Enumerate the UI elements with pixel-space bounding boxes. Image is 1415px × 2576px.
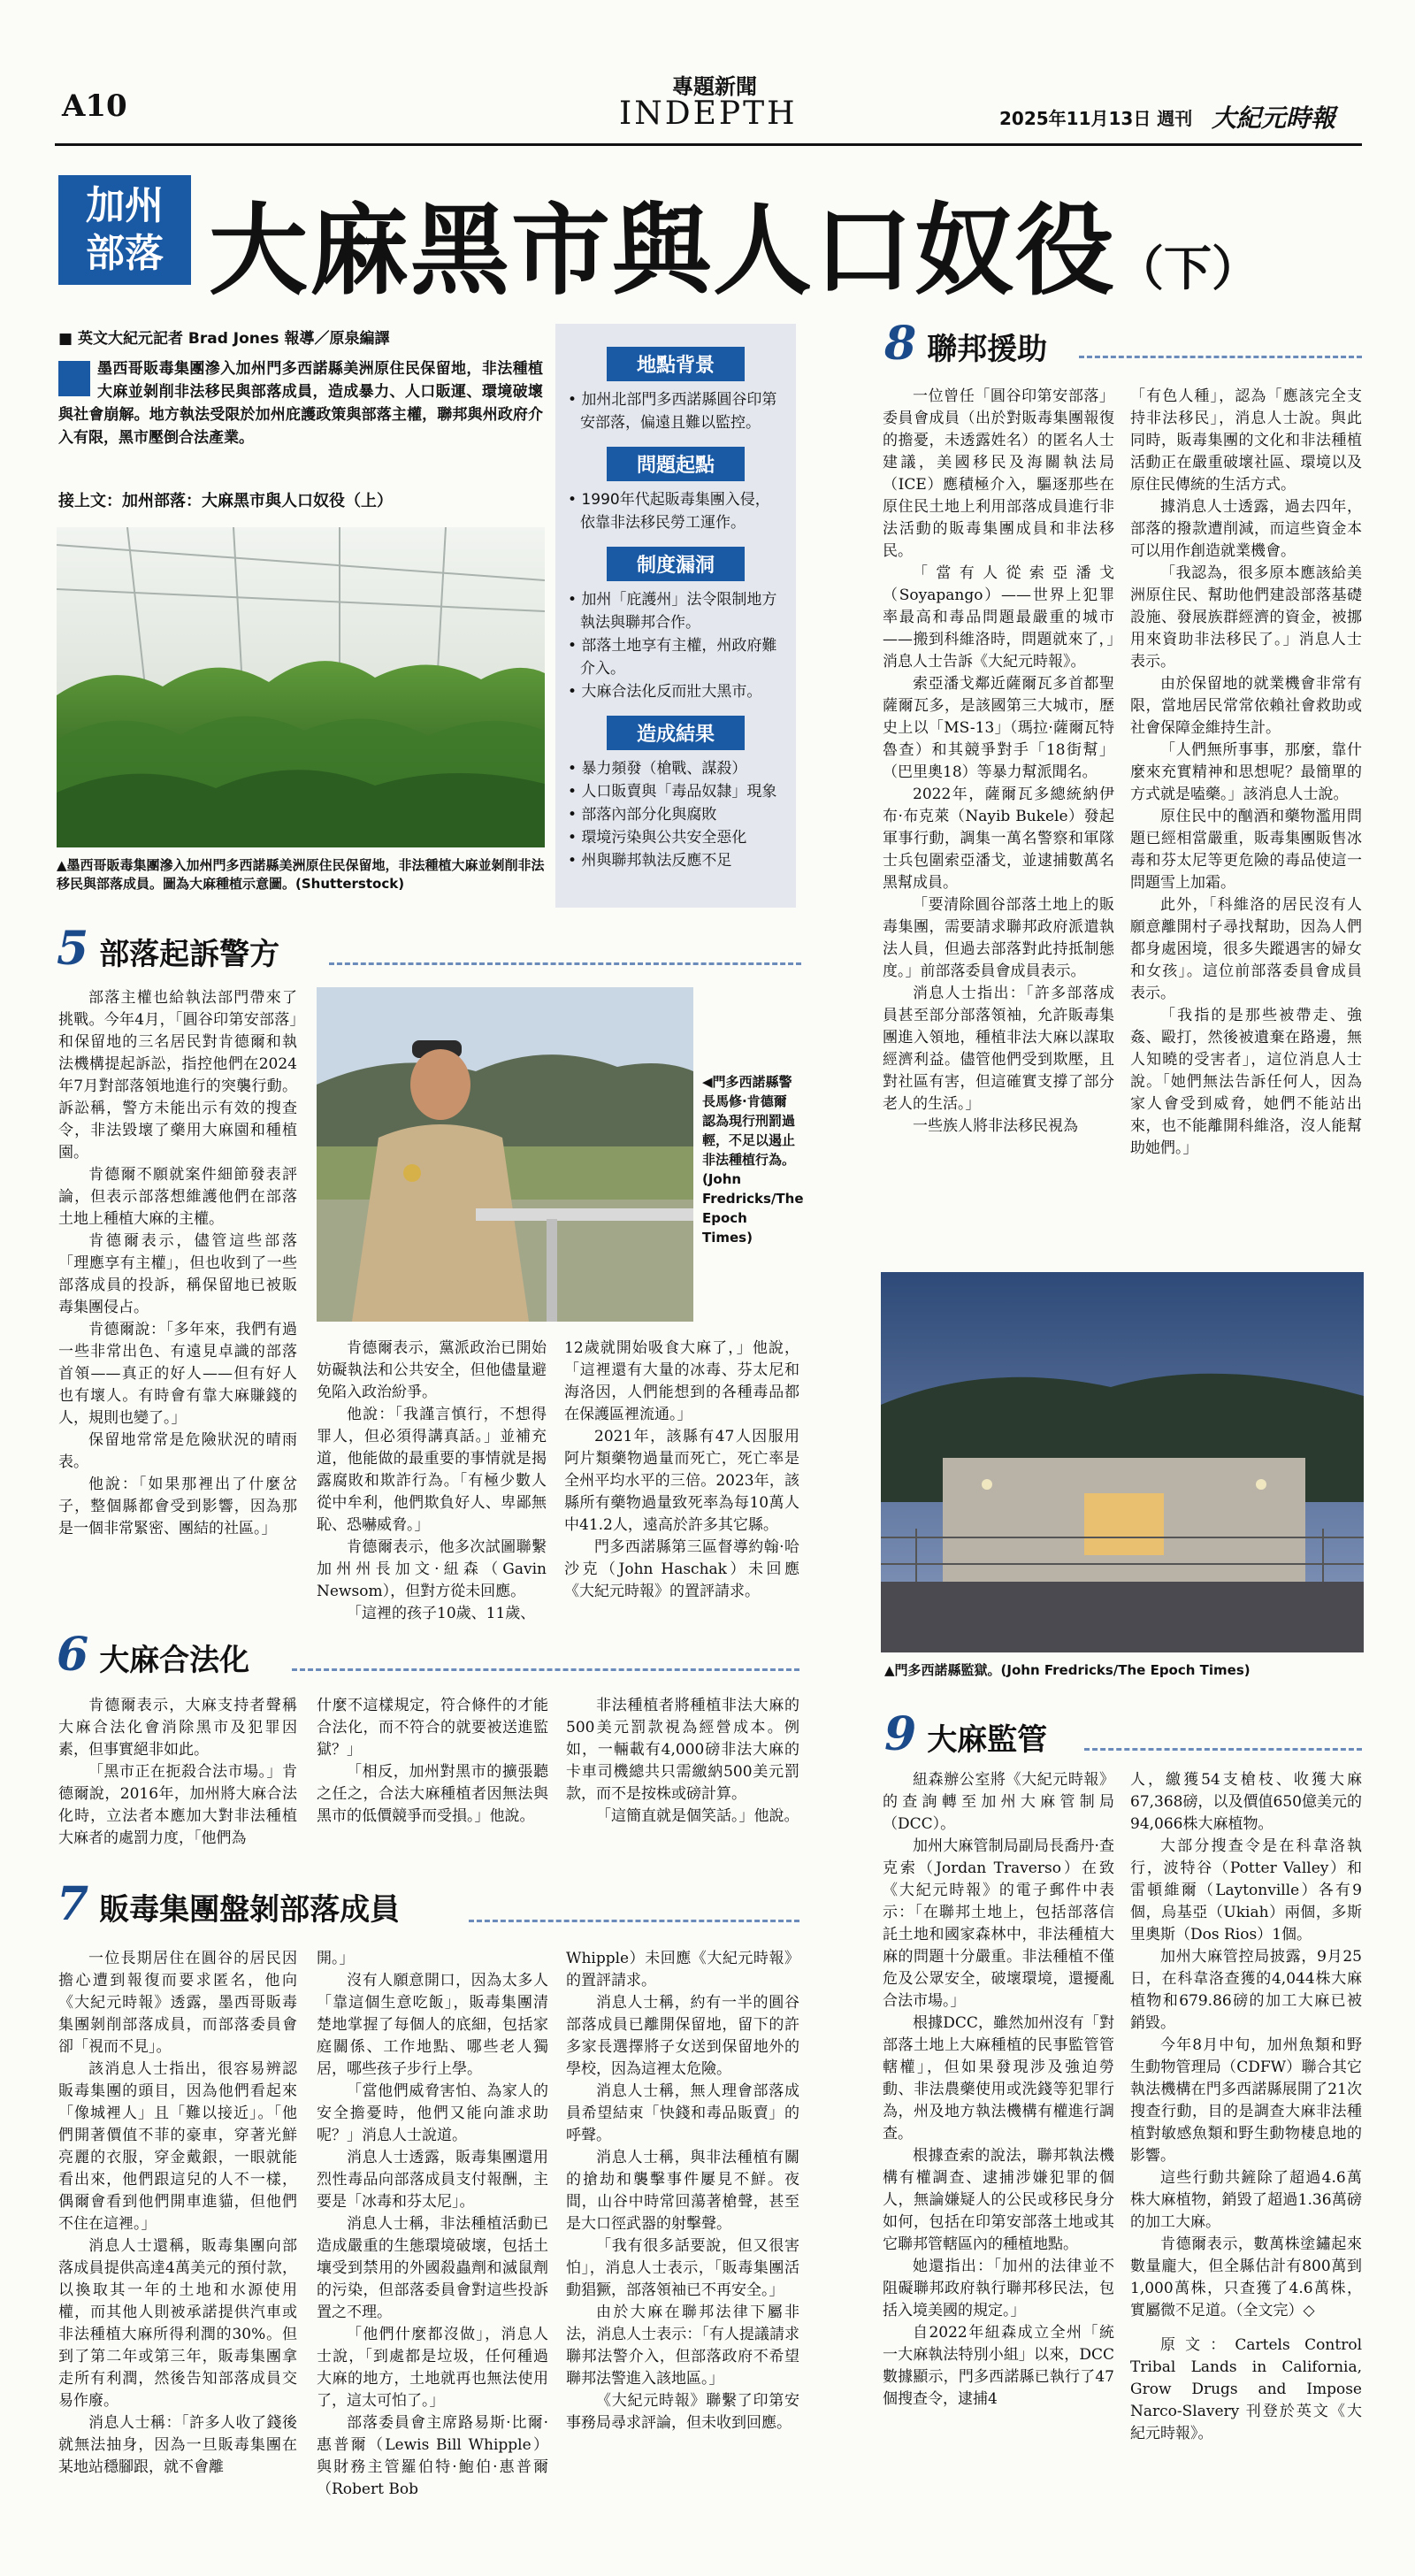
region-badge-line2: 部落	[86, 231, 164, 276]
sidebar-item: • 環境污染與公共安全惡化	[568, 829, 747, 847]
section-9-divider	[1084, 1748, 1362, 1751]
paragraph: 2021年，該縣有47人因服用阿片類藥物過量而死亡，死亡率是全州平均水平的三倍。2023年，該縣所有藥物過量致死率為每10萬人中41.2人，遠高於許多其它縣。	[564, 1428, 799, 1534]
section-8-heading	[884, 317, 1047, 371]
section-5-number: 5	[57, 922, 89, 976]
section-8-number: 8	[884, 317, 917, 371]
jail-photo-caption: ▲門多西諾縣監獄。(John Fredricks/The Epoch Times)	[884, 1662, 1251, 1678]
paragraph: 索亞潘戈鄰近薩爾瓦多首都聖薩爾瓦多，是該國第三大城市，歷史上以「MS-13」（瑪拉·薩爾瓦特魯查）和其競爭對手「18街幫」（巴里奧18）等暴力幫派聞名。	[883, 675, 1114, 781]
paragraph: 一位曾任「圓谷印第安部落」委員會成員（出於對販毒集團報復的擔憂，未透露姓名）的匿名人士建議，美國移民及海關執法局（ICE）應積極介入，驅逐那些在原住民土地上利用部落成員進行非法活動的販毒集團成員和非法移民。	[883, 387, 1114, 560]
sidebar-item: • 人口販賣與「毒品奴隸」現象	[568, 783, 777, 801]
section-5-column-2	[317, 1338, 547, 1625]
sidebar-heading-location: 地點背景	[607, 347, 745, 381]
paragraph: 部落主權也給執法部門帶來了挑戰。今年4月，「圓谷印第安部落」和保留地的三名居民對肯德爾和執法機構提起訴訟，指控他們在2024年7月對部落領地進行的突襲行動。訴訟稱，警方未能出示有效的搜查令，非法毀壞了藥用大麻園和種植園。	[58, 989, 297, 1162]
section-7-title: 販毒集團盤剝部落成員	[99, 1892, 401, 1928]
paragraph: 消息人士透露，販毒集團還用烈性毒品向部落成員支付報酬，主要是「冰毒和芬太尼」。	[317, 2149, 548, 2211]
paragraph: 該消息人士指出，很容易辨認販毒集團的頭目，因為他們看起來「像城裡人」且「難以接近」。「他們開著價值不菲的豪車，穿著光鮮亮麗的衣服，穿金戴銀，一眼就能看出來，他們跟這兒的人不一樣，偶爾會看到他們開車進貓，但他們不住在這裡。」	[58, 2060, 297, 2233]
sidebar-item: • 1990年代起販毒集團入侵，依靠非法移民勞工運作。	[568, 491, 770, 532]
section-5-title: 部落起訴警方	[99, 937, 280, 972]
paragraph: 肯德爾表示，儘管這些部落「理應享有主權」，但也收到了一些部落成員的投訴，稱保留地已被販毒集團侵占。	[58, 1232, 297, 1316]
paragraph: 她還指出：「加州的法律並不阻礙聯邦政府執行聯邦移民法，包括入境美國的規定。」	[883, 2258, 1114, 2319]
paragraph: 消息人士稱，與非法種植有關的搶劫和襲擊事件屢見不鮮。夜間，山谷中時常回蕩著槍聲，甚至是大口徑武器的射擊聲。	[566, 2149, 799, 2233]
paragraph: 紐森辦公室將《大紀元時報》的查詢轉至加州大麻管制局（DCC）。	[883, 1771, 1114, 1833]
paragraph: 消息人士稱，無人理會部落成員希望結束「快錢和毒品販賣」的呼聲。	[566, 2082, 799, 2144]
greenhouse-photo-caption: ▲墨西哥販毒集團滲入加州門多西諾縣美洲原住民保留地，非法種植大麻並剝削非法移民與部落成員。圖為大麻種植示意圖。(Shutterstock)	[57, 857, 545, 892]
paragraph: 「有色人種」，認為「應該完全支持非法移民」，消息人士說。與此同時，販毒集團的文化和非法種植活動正在嚴重破壞社區、環境以及原住民傳統的生活方式。	[1130, 387, 1362, 494]
column-label-en: INDEPTH	[619, 96, 798, 132]
county-jail-photo	[881, 1272, 1364, 1652]
paragraph: 根據DCC，雖然加州沒有「對部落土地上大麻種植的民事監管管轄權」，但如果發現涉及強迫勞動、非法農藥使用或洗錢等犯罪行為，州及地方執法機構有權進行調查。	[883, 2014, 1114, 2143]
paragraph: 「相反，加州對黑市的擴張聽之任之，合法大麻種植者因無法與黑市的低價競爭而受損。」他說。	[317, 1763, 548, 1825]
paragraph: 由於大麻在聯邦法律下屬非法，消息人士表示：「有人提議請求聯邦法警介入，但部落政府不希望聯邦法警進入該地區。」	[566, 2304, 799, 2388]
section-5-column-3	[564, 1338, 799, 1603]
section-7-divider	[469, 1920, 799, 1922]
paragraph: 門多西諾縣第三區督導約翰·哈沙克（John Haschak）未回應《大紀元時報》的置評請求。	[564, 1538, 799, 1600]
column-label-cn: 專題新聞	[672, 74, 757, 99]
paragraph: 消息人士稱，約有一半的圓谷部落成員已離開保留地，留下的許多家長選擇將子女送到保留地外的學校，因為這裡太危險。	[566, 1994, 799, 2078]
paragraph: 「要清除圓谷部落土地上的販毒集團，需要請求聯邦政府派遣執法人員，但過去部落對此持抵制態度。」前部落委員會成員表示。	[883, 896, 1114, 980]
section-6-number: 6	[57, 1628, 89, 1682]
paragraph: 「當有人從索亞潘戈（Soyapango）——世界上犯罪率最高和毒品問題最嚴重的城市——搬到科維洛時，問題就來了，」消息人士告訴《大紀元時報》。	[883, 564, 1114, 671]
paragraph: 什麼不這樣規定，符合條件的才能合法化，而不符合的就要被送進監獄？」	[317, 1697, 548, 1759]
paragraph: 保留地常常是危險狀況的晴雨表。	[58, 1431, 297, 1471]
greenhouse-cannabis-photo	[57, 527, 545, 847]
paragraph: 肯德爾表示，他多次試圖聯繫加州州長加文·紐森（Gavin Newsom），但對方從未回應。	[317, 1538, 547, 1600]
paragraph: 加州大麻管制局副局長喬丹·查克索（Jordan Traverso）在致《大紀元時報》的電子郵件中表示：「在聯邦土地上，包括部落信託土地和國家森林中，非法種植大麻的問題十分嚴重。非法種植不僅危及公眾安全，破壞環境，還擾亂合法市場。」	[883, 1837, 1114, 2010]
region-badge	[58, 175, 191, 285]
section-6-column-1	[58, 1695, 297, 1850]
section-7-number: 7	[57, 1877, 89, 1931]
headline-suffix: （下）	[1116, 240, 1259, 296]
paragraph: 「人們無所事事，那麼，靠什麼來充實精神和思想呢？最簡單的方式就是嗑藥。」該消息人士說。	[1130, 741, 1362, 803]
sheriff-photo-caption: ◀門多西諾縣警長馬修·肯德爾認為現行刑罰過輕，不足以遏止非法種植行為。(John Fredricks/The Epoch Times)	[702, 1074, 804, 1246]
lede-text: 墨西哥販毒集團滲入加州門多西諾縣美洲原住民保留地，非法種植大麻並剝削非法移民與部落成員，造成暴力、人口販運、環境破壞與社會崩解。地方執法受限於加州庇護政策與部落主權，聯邦與州政府介入有限，黑市壓倒合法產業。	[58, 360, 543, 447]
sidebar-item: • 加州「庇護州」法令限制地方執法與聯邦合作。	[568, 591, 777, 632]
paragraph: 一些族人將非法移民視為	[913, 1117, 1078, 1135]
section-7-column-3	[566, 1948, 799, 2434]
paragraph: 「當他們威脅害怕、為家人的安全擔憂時，他們又能向誰求助呢？」消息人士說道。	[317, 2082, 548, 2144]
paragraph: 根據查索的說法，聯邦執法機構有權調查、逮捕涉嫌犯罪的個人，無論嫌疑人的公民或移民身分如何，包括在印第安部落土地或其它聯邦管轄區內的種植地點。	[883, 2147, 1114, 2253]
issue-date: 2025年11月13日 週刊	[999, 108, 1193, 129]
section-6-heading	[57, 1628, 249, 1682]
lede-marker-icon	[58, 361, 90, 396]
section-6-column-3	[566, 1695, 799, 1828]
section-9-number: 9	[884, 1707, 917, 1761]
section-8-column-1	[883, 386, 1114, 1138]
paragraph: 開。」	[317, 1950, 355, 1967]
paragraph: 一位長期居住在圓谷的居民因擔心遭到報復而要求匿名，他向《大紀元時報》透露，墨西哥販毒集團剝削部落成員，而部落委員會卻「視而不見」。	[58, 1950, 297, 2056]
paragraph: 肯德爾表示，大麻支持者聲稱大麻合法化會消除黑市及犯罪因素，但事實絕非如此。	[58, 1697, 297, 1759]
region-badge-line1: 加州	[86, 183, 164, 228]
sidebar-item: • 大麻合法化反而壯大黑市。	[568, 683, 762, 701]
sidebar-item: • 部落內部分化與腐敗	[568, 806, 717, 824]
paragraph: 這些行動共鏟除了超過4.6萬株大麻植物，銷毀了超過1.36萬磅的加工大麻。	[1130, 2169, 1362, 2231]
paragraph: 此外，「科維洛的居民沒有人願意離開村子尋找幫助，因為人們都身處困境，很多失蹤遇害的婦女和女孩」。這位前部落委員會成員表示。	[1130, 896, 1362, 1002]
paragraph: 「他們什麼都沒做」，消息人士說，「到處都是垃圾，任何種過大麻的地方，土地就再也無法使用了，這太可怕了。」	[317, 2326, 548, 2410]
sidebar-item: • 部落土地享有主權，州政府難介入。	[568, 637, 777, 678]
headline	[209, 172, 1259, 314]
section-7-column-2	[317, 1948, 548, 2501]
paragraph: 肯德爾表示，數萬株塗鏽起來數量龐大，但全縣估計有800萬到1,000萬株，只查獲了4.6萬株，實屬微不足道。（全文完）◇	[1130, 2235, 1362, 2319]
paragraph: 「我認為，很多原本應該給美洲原住民、幫助他們建設部落基礎設施、發展族群經濟的資金，被挪用來資助非法移民了。」消息人士表示。	[1130, 564, 1362, 671]
paragraph: 據消息人士透露，過去四年，部落的撥款遭削減，而這些資金本可以用作創造就業機會。	[1130, 498, 1362, 560]
paragraph: 人，繳獲54支槍枝、收獲大麻67,368磅，以及價值650億美元的94,066株大麻植物。	[1130, 1771, 1362, 1833]
sidebar-item: • 加州北部門多西諾縣圓谷印第安部落，偏遠且難以監控。	[568, 391, 777, 432]
sidebar-heading-origin: 問題起點	[607, 447, 745, 481]
paragraph: 自2022年紐森成立全州「統一大麻執法特別小組」以來，DCC數據顯示，門多西諾縣已執行了47個搜查令，逮捕4	[883, 2324, 1114, 2408]
section-7-column-1	[58, 1948, 297, 2479]
section-7-heading	[57, 1877, 400, 1931]
paragraph: 他說：「如果那裡出了什麼岔子，整個縣都會受到影響，因為那是一個非常緊密、團結的社區。」	[58, 1476, 297, 1537]
sidebar-section-loopholes	[555, 547, 796, 703]
section-5-heading	[57, 922, 279, 976]
sidebar-section-origin	[555, 447, 796, 534]
section-8-title: 聯邦援助	[927, 332, 1048, 367]
paragraph: 消息人士指出：「許多部落成員甚至部分部落領袖，允許販毒集團進入領地，種植非法大麻以謀取經濟利益。儘管他們受到欺壓，且對社區有害，但這確實支撐了部分老人的生活。」	[883, 985, 1114, 1113]
newspaper-logo: 大紀元時報	[1212, 104, 1336, 133]
section-9-column-1	[883, 1769, 1114, 2411]
paragraph: 加州大麻管控局披露，9月25日，在科韋洛查獲的4,044株大麻植物和679.86磅的加工大麻已被銷毀。	[1130, 1948, 1362, 2032]
paragraph: 消息人士稱：「許多人收了錢後就無法抽身，因為一旦販毒集團在某地站穩腳跟，就不會離	[58, 2414, 297, 2476]
paragraph: 「我有很多話要說，但又很害怕」，消息人士表示，「販毒集團活動猖獗，部落領袖已不再安全。」	[566, 2237, 799, 2299]
paragraph: 「這簡直就是個笑話。」他說。	[596, 1807, 799, 1825]
section-6-column-2	[317, 1695, 548, 1828]
section-8-column-2	[1130, 386, 1362, 1160]
sidebar-section-results	[555, 716, 796, 872]
source-note: 原文：Cartels Control Tribal Lands in California, Grow Drugs and Impose Narco-Slavery 刊登於英文《大紀元時報》。	[1130, 2336, 1362, 2442]
paragraph: 非法種植者將種植非法大麻的500美元罰款視為經營成本。例如，一輛載有4,000磅非法大麻的卡車司機總共只需繳納500美元罰款，而不是按株或磅計算。	[566, 1697, 799, 1803]
sidebar-item: • 州與聯邦執法反應不足	[568, 852, 732, 870]
paragraph: 原住民中的酗酒和藥物濫用問題已經相當嚴重，販毒集團販售冰毒和芬太尼等更危險的毒品使這一問題雪上加霜。	[1130, 808, 1362, 892]
sheriff-photo	[317, 987, 693, 1322]
paragraph: 肯德爾表示，黨派政治已開始妨礙執法和公共安全，但他儘量避免陷入政治紛爭。	[317, 1339, 547, 1401]
paragraph: 他說：「我謹言慎行，不想得罪人，但必須得講真話。」並補充道，他能做的最重要的事情就是揭露腐敗和欺詐行為。「有極少數人從中牟利，他們欺負好人、卑鄙無恥、恐嚇威脅。」	[317, 1406, 547, 1534]
paragraph: 「黑市正在扼殺合法市場。」肯德爾說，2016年，加州將大麻合法化時，立法者本應加大對非法種植大麻者的處罰力度，「他們為	[58, 1763, 297, 1847]
lede-paragraph	[58, 357, 543, 449]
section-9-column-2	[1130, 1769, 1362, 2445]
paragraph: 消息人士還稱，販毒集團向部落成員提供高達4萬美元的預付款，以換取其一年的土地和水源使用權，而其他人則被承諾提供汽車或非法種植大麻所得利潤的30%。但到了第二年或第三年，販毒集團拿走所有利潤，然後告知部落成員交易作廢。	[58, 2237, 297, 2410]
paragraph: 今年8月中旬，加州魚類和野生動物管理局（CDFW）聯合其它執法機構在門多西諾縣展開了21次搜查行動，目的是調查大麻非法種植對敏感魚類和野生動物棲息地的影響。	[1130, 2036, 1362, 2165]
headline-main: 大麻黑市與人口奴役	[209, 193, 1116, 309]
sidebar-heading-loopholes: 制度漏洞	[607, 547, 745, 581]
section-5-column-1	[58, 987, 297, 1540]
page-number: A10	[62, 88, 127, 124]
paragraph: 「這裡的孩子10歲、11歲、	[347, 1605, 536, 1622]
sidebar-heading-results: 造成結果	[607, 716, 745, 750]
section-6-divider	[292, 1668, 799, 1671]
section-8-divider	[1079, 356, 1362, 358]
section-9-title: 大麻監管	[927, 1722, 1048, 1758]
sidebar-item: • 暴力頻發（槍戰、謀殺）	[568, 760, 747, 778]
paragraph: 消息人士稱，非法種植活動已造成嚴重的生態環境破壞，包括土壤受到禁用的外國殺蟲劑和滅鼠劑的污染，但部落委員會對這些投訴置之不理。	[317, 2215, 548, 2321]
sidebar-section-location	[555, 347, 796, 434]
paragraph: 部落委員會主席路易斯·比爾·惠普爾（Lewis Bill Whipple）與財務主管羅伯特·鮑伯·惠普爾（Robert Bob	[317, 2414, 548, 2498]
section-6-title: 大麻合法化	[99, 1643, 250, 1678]
paragraph: 肯德爾說：「多年來，我們有過一些非常出色、有遠見卓識的部落首領——真正的好人——但有好人也有壞人。有時會有靠大麻賺錢的人，規則也變了。」	[58, 1321, 297, 1427]
paragraph: 《大紀元時報》聯繫了印第安事務局尋求評論，但未收到回應。	[566, 2392, 799, 2432]
paragraph: 大部分搜查令是在科韋洛執行，波特谷（Potter Valley）和雷頓維爾（Laytonville）各有9個，烏基亞（Ukiah）兩個，多斯里奧斯（Dos Rios）1個。	[1130, 1837, 1362, 1944]
continued-note: 接上文：加州部落：大麻黑市與人口奴役（上）	[58, 492, 393, 510]
paragraph: 沒有人願意開口，因為太多人「靠這個生意吃飯」，販毒集團清楚地掌握了每個人的底細，包括家庭關係、工作地點、哪些老人獨居，哪些孩子步行上學。	[317, 1972, 548, 2078]
section-9-heading	[884, 1707, 1047, 1761]
paragraph: 2022年，薩爾瓦多總統納伊布·布克萊（Nayib Bukele）發起軍事行動，調集一萬名警察和軍隊士兵包圍索亞潘戈，並逮捕數萬名黑幫成員。	[883, 786, 1114, 892]
paragraph: 「我指的是那些被帶走、強姦、毆打，然後被遺棄在路邊，無人知曉的受害者」，這位消息人士說。「她們無法告訴任何人，因為家人會受到威脅，她們不能站出來，也不能離開科維洛，沒人能幫助她們。」	[1130, 1007, 1362, 1157]
paragraph: 肯德爾不願就案件細節發表評論，但表示部落想維護他們在部落土地上種植大麻的主權。	[58, 1166, 297, 1228]
paragraph: Whipple）未回應《大紀元時報》的置評請求。	[566, 1950, 799, 1990]
section-5-divider	[329, 962, 801, 965]
paragraph: 由於保留地的就業機會非常有限，當地居民常常依賴社會救助或社會保障金維持生計。	[1130, 675, 1362, 737]
summary-sidebar	[555, 324, 796, 908]
paragraph: 12歲就開始吸食大麻了，」他說，「這裡還有大量的冰毒、芬太尼和海洛因，人們能想到的各種毒品都在保護區裡流通。」	[564, 1339, 799, 1423]
byline: ■ 英文大紀元記者 Brad Jones 報導／原泉編譯	[58, 330, 390, 348]
header-rule	[55, 143, 1362, 146]
